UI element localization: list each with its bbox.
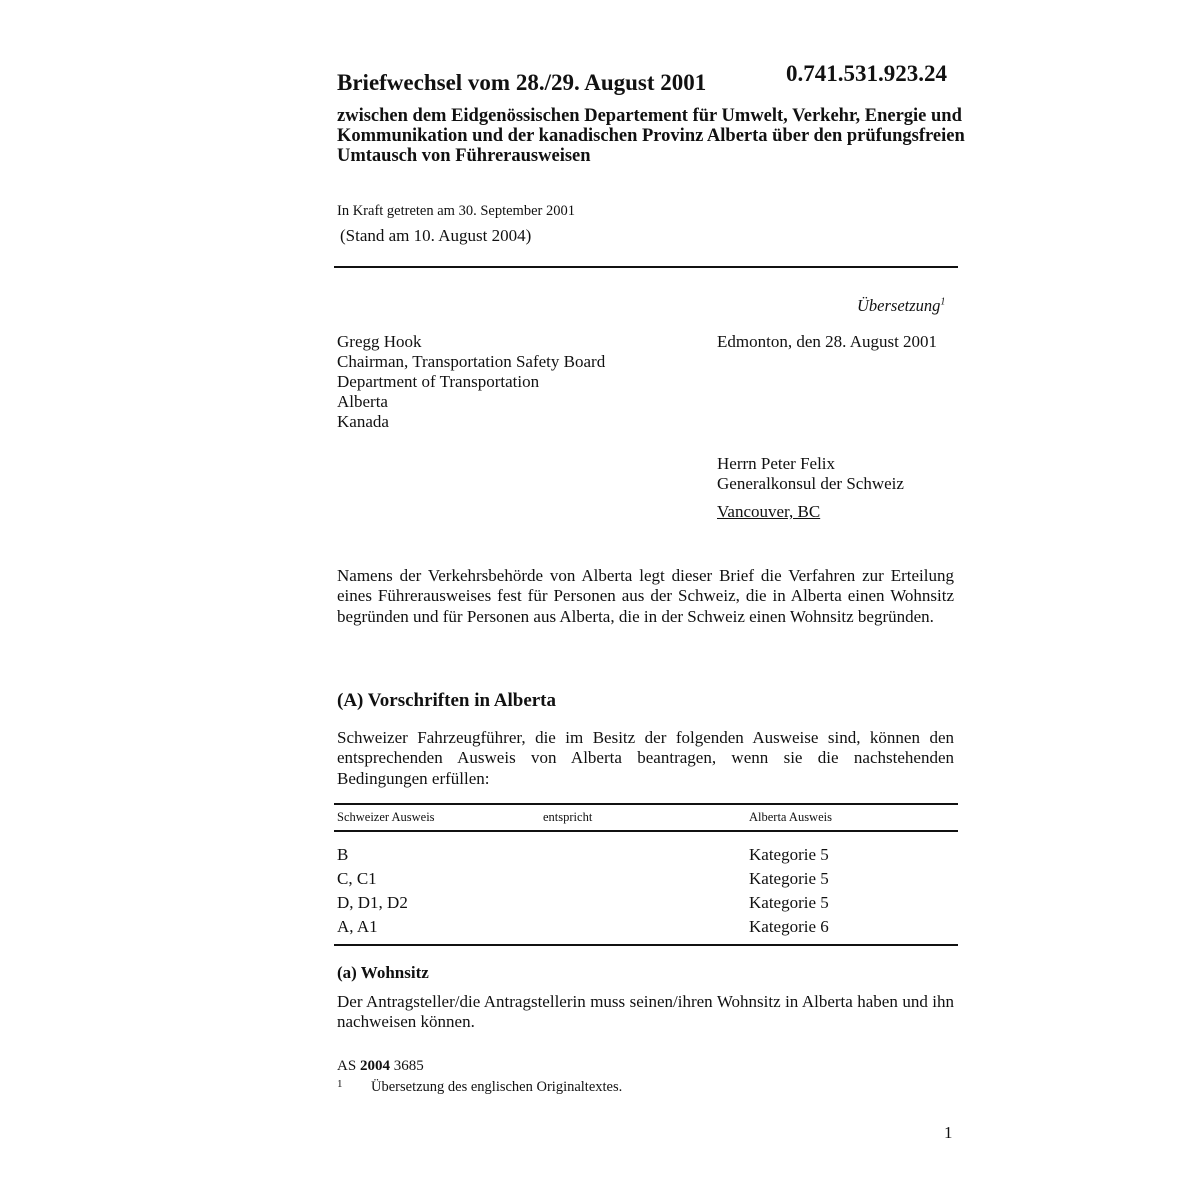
sr-number: 0.741.531.923.24 [786,61,947,86]
footnote-ref[interactable]: 1 [940,296,946,308]
wohnsitz-paragraph: Der Antragsteller/die Antragstellerin muss seinen/ihren Wohnsitz in Alberta haben und ihn nachweisen können. [337,992,954,1032]
header-divider [334,266,958,268]
subsection-heading: (a) Wohnsitz [337,963,429,982]
in-force-date: In Kraft getreten am 30. September 2001 [337,203,575,219]
as-year: 2004 [359,1058,390,1074]
footnote-text: Übersetzung des englischen Originaltextes. [371,1079,623,1095]
translation-note [857,296,945,316]
document-title: Briefwechsel vom 28./29. August 2001 [337,70,707,95]
recipient-line: Herrn Peter Felix [717,454,836,473]
recipient-address [717,454,904,494]
intro-paragraph: Namens der Verkehrsbehörde von Alberta legt dieser Brief die Verfahren zur Erteilung eines Führerausweises fest für Personen aus der Schweiz, die in Alberta einen Wohnsitz begründen und für Personen aus Alberta, die in der Schweiz einen Wohnsitz begründen. [337,566,954,626]
sender-address [337,332,677,432]
page-number: 1 [944,1123,953,1142]
recipient-city: Vancouver, BC [717,502,821,521]
place-date: Edmonton, den 28. August 2001 [717,332,938,351]
table-cell-alberta: Kategorie 5 [749,893,829,912]
table-cell-swiss: A, A1 [337,917,378,936]
sender-line: Department of Transportation [337,372,540,391]
as-prefix: AS [337,1058,357,1074]
as-page: 3685 [393,1058,424,1074]
recipient-line: Generalkonsul der Schweiz [717,474,904,493]
section-paragraph: Schweizer Fahrzeugführer, die im Besitz der folgenden Ausweise sind, können den entsprechenden Ausweis von Alberta beantragen, wenn sie die nachstehenden Bedingungen erfüllen: [337,728,954,788]
section-heading: (A) Vorschriften in Alberta [337,690,557,711]
table-cell-swiss: B [337,845,349,864]
table-header: Schweizer Ausweis [337,810,435,824]
table-header: Alberta Ausweis [749,810,832,824]
translation-label: Übersetzung [857,296,941,315]
as-reference [337,1058,424,1075]
status-date: (Stand am 10. August 2004) [340,226,532,245]
table-top-rule [334,803,958,805]
table-cell-alberta: Kategorie 6 [749,917,829,936]
table-cell-swiss: C, C1 [337,869,377,888]
table-header: entspricht [543,810,593,824]
table-bottom-rule [334,944,958,946]
document-subtitle: zwischen dem Eidgenössischen Departement für Umwelt, Verkehr, Energie und Kommunikation und der kanadischen Provinz Alberta über den prüfungsfreien Umtausch von Führerausweisen [337,106,965,166]
table-cell-swiss: D, D1, D2 [337,893,408,912]
table-cell-alberta: Kategorie 5 [749,869,829,888]
table-cell-alberta: Kategorie 5 [749,845,829,864]
sender-line: Chairman, Transportation Safety Board [337,352,606,371]
sender-line: Kanada [337,412,389,431]
sender-line: Gregg Hook [337,332,422,351]
sender-line: Alberta [337,392,388,411]
table-header-rule [334,830,958,832]
footnote-mark: 1 [337,1078,343,1090]
